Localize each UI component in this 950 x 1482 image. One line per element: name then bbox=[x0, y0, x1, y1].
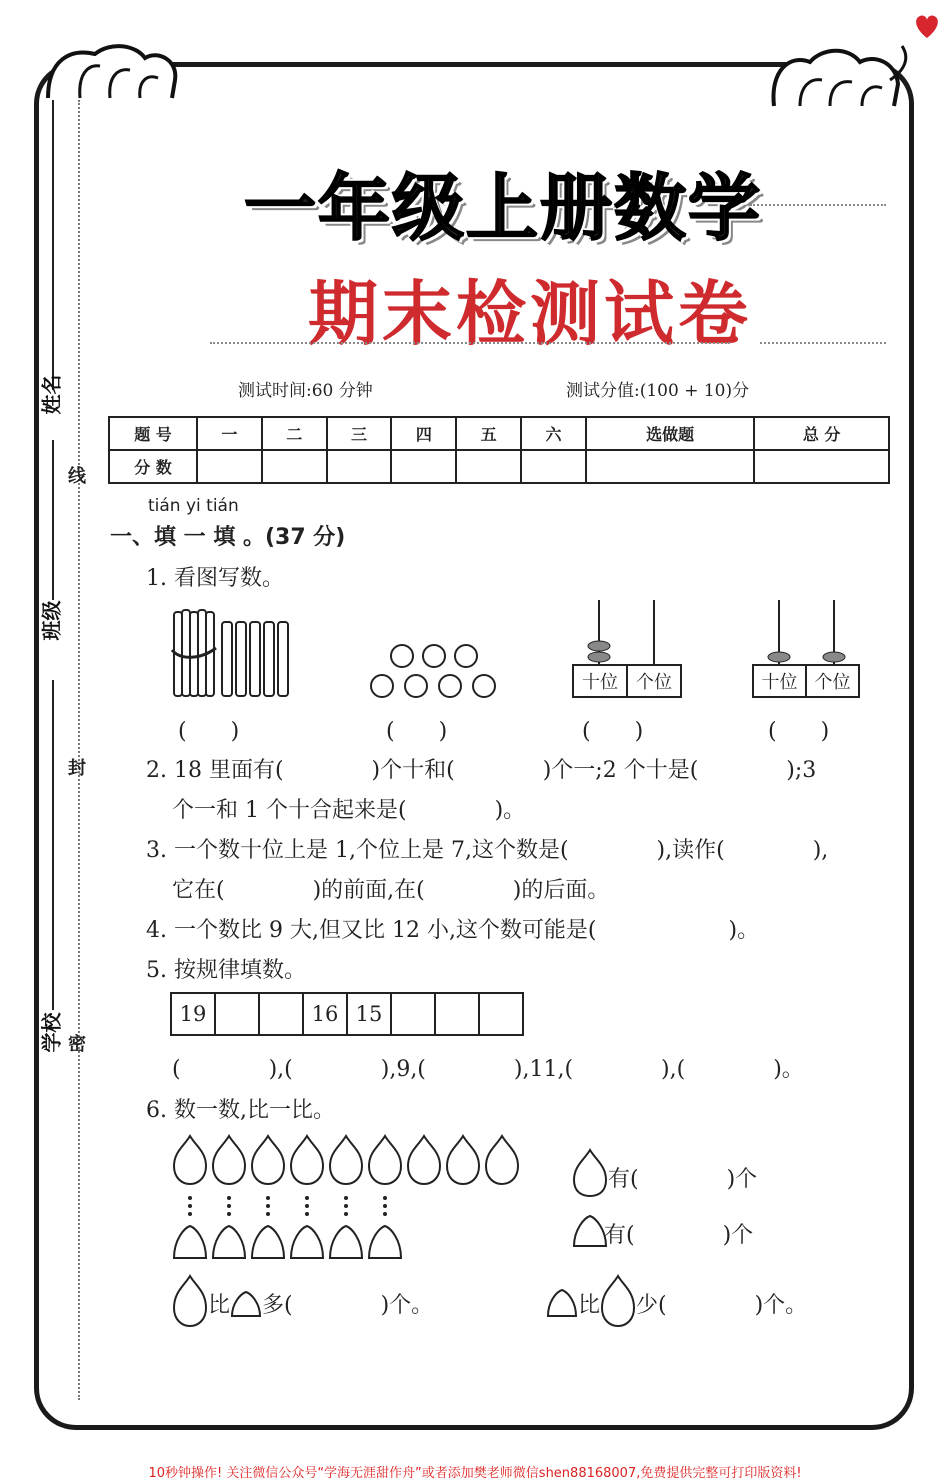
title-main: 一年级上册数学 bbox=[244, 166, 763, 250]
side-label-class: 班级 bbox=[39, 600, 64, 641]
pear-icon bbox=[172, 1272, 208, 1328]
sequence-cell[interactable] bbox=[478, 992, 524, 1036]
score-cell[interactable] bbox=[262, 450, 327, 483]
compare2-word: 比 bbox=[578, 1293, 601, 1318]
left-hand-decoration bbox=[40, 40, 180, 100]
score-cell[interactable] bbox=[391, 450, 456, 483]
peach-icon bbox=[230, 1290, 262, 1318]
score-cell[interactable] bbox=[456, 450, 521, 483]
q6-text: 6. 数一数,比一比。 bbox=[146, 1098, 335, 1123]
section-title: 一、填 一 填 。(37 分) bbox=[110, 525, 346, 550]
test-score: 测试分值:(100 + 10)分 bbox=[566, 381, 750, 401]
compare1-text: 多( )个。 bbox=[262, 1293, 434, 1318]
score-cell[interactable] bbox=[586, 450, 754, 483]
sequence-cell[interactable] bbox=[258, 992, 304, 1036]
title-dotted-line bbox=[750, 204, 886, 206]
sticks-bundle-icon bbox=[170, 604, 300, 700]
score-header: 题 号 bbox=[109, 417, 197, 450]
score-cell[interactable] bbox=[327, 450, 392, 483]
q4-text: 4. 一个数比 9 大,但又比 12 小,这个数可能是( )。 bbox=[146, 918, 760, 943]
score-row-label: 分 数 bbox=[109, 450, 197, 483]
abacus-rods-2 bbox=[752, 598, 860, 664]
section-pinyin: tián yi tián bbox=[148, 496, 239, 516]
abacus-2 bbox=[752, 664, 860, 698]
q1-text: 1. 看图写数。 bbox=[146, 566, 284, 591]
binding-mark-line: 线 bbox=[68, 466, 86, 487]
compare2-text: 少( )个。 bbox=[636, 1293, 808, 1318]
class-underline bbox=[52, 440, 54, 600]
binding-dotted-line bbox=[78, 100, 80, 1400]
score-header: 六 bbox=[521, 417, 586, 450]
side-label-name: 姓名 bbox=[39, 374, 64, 415]
sequence-cell[interactable] bbox=[214, 992, 260, 1036]
abacus-ones-label: 个位 bbox=[814, 672, 851, 693]
abacus-rods-1 bbox=[572, 598, 682, 664]
score-cell[interactable] bbox=[197, 450, 262, 483]
score-header: 总 分 bbox=[754, 417, 889, 450]
title-sub: 期末检测试卷 bbox=[308, 273, 752, 355]
subtitle-dotted-line-right bbox=[760, 342, 886, 344]
abacus-ones-label: 个位 bbox=[636, 672, 672, 693]
score-header: 三 bbox=[327, 417, 392, 450]
name-underline bbox=[52, 100, 54, 390]
score-header: 四 bbox=[391, 417, 456, 450]
q2-line1: 2. 18 里面有( )个十和( )个一;2 个十是( );3 bbox=[146, 758, 817, 783]
peach-icon bbox=[572, 1214, 608, 1248]
score-cell[interactable] bbox=[754, 450, 889, 483]
pear-count-text: 有( )个 bbox=[608, 1167, 758, 1192]
sequence-cell: 15 bbox=[346, 992, 392, 1036]
sequence-cell: 19 bbox=[170, 992, 216, 1036]
q1-blank[interactable]: ( ) bbox=[582, 719, 644, 744]
apples-icon bbox=[366, 636, 502, 702]
binding-mark-seal: 封 bbox=[68, 758, 86, 779]
fruit-comparison bbox=[172, 1128, 528, 1262]
q3-line1: 3. 一个数十位上是 1,个位上是 7,这个数是( ),读作( ), bbox=[146, 838, 829, 863]
score-header: 五 bbox=[456, 417, 521, 450]
score-header: 一 bbox=[197, 417, 262, 450]
score-header: 二 bbox=[262, 417, 327, 450]
score-table bbox=[108, 416, 890, 484]
score-cell[interactable] bbox=[521, 450, 586, 483]
binding-mark-secret: 密 bbox=[68, 1034, 86, 1055]
number-sequence bbox=[172, 992, 524, 1036]
sequence-cell[interactable] bbox=[434, 992, 480, 1036]
peach-icon bbox=[546, 1288, 578, 1318]
q2-line2: 个一和 1 个十合起来是( )。 bbox=[172, 798, 526, 823]
test-time: 测试时间:60 分钟 bbox=[238, 381, 373, 401]
q1-blank[interactable]: ( ) bbox=[386, 719, 448, 744]
side-label-school: 学校 bbox=[39, 1012, 64, 1053]
score-header: 选做题 bbox=[586, 417, 754, 450]
peach-count-text: 有( )个 bbox=[604, 1223, 754, 1248]
q1-blank[interactable]: ( ) bbox=[768, 719, 830, 744]
pear-icon bbox=[600, 1272, 636, 1328]
heart-icon bbox=[912, 12, 942, 40]
sequence-cell[interactable] bbox=[390, 992, 436, 1036]
q5-answer: ( ),( ),9,( ),11,( ),( )。 bbox=[172, 1057, 804, 1082]
subtitle-dotted-line bbox=[210, 342, 730, 344]
abacus-tens-label: 十位 bbox=[574, 666, 628, 696]
pear-icon bbox=[572, 1146, 608, 1198]
q5-text: 5. 按规律填数。 bbox=[146, 958, 306, 983]
abacus-tens-label: 十位 bbox=[754, 666, 807, 696]
school-underline bbox=[52, 680, 54, 1010]
q1-blank[interactable]: ( ) bbox=[178, 719, 240, 744]
compare1-word: 比 bbox=[208, 1293, 231, 1318]
abacus-1 bbox=[572, 664, 682, 698]
sequence-cell: 16 bbox=[302, 992, 348, 1036]
q3-line2: 它在( )的前面,在( )的后面。 bbox=[172, 878, 610, 903]
right-hand-decoration bbox=[770, 40, 920, 110]
footer-note: 10秒钟操作! 关注微信公众号“学海无涯甜作舟”或者添加樊老师微信shen88168007,免费提供完整可打印版资料! bbox=[148, 1466, 802, 1481]
